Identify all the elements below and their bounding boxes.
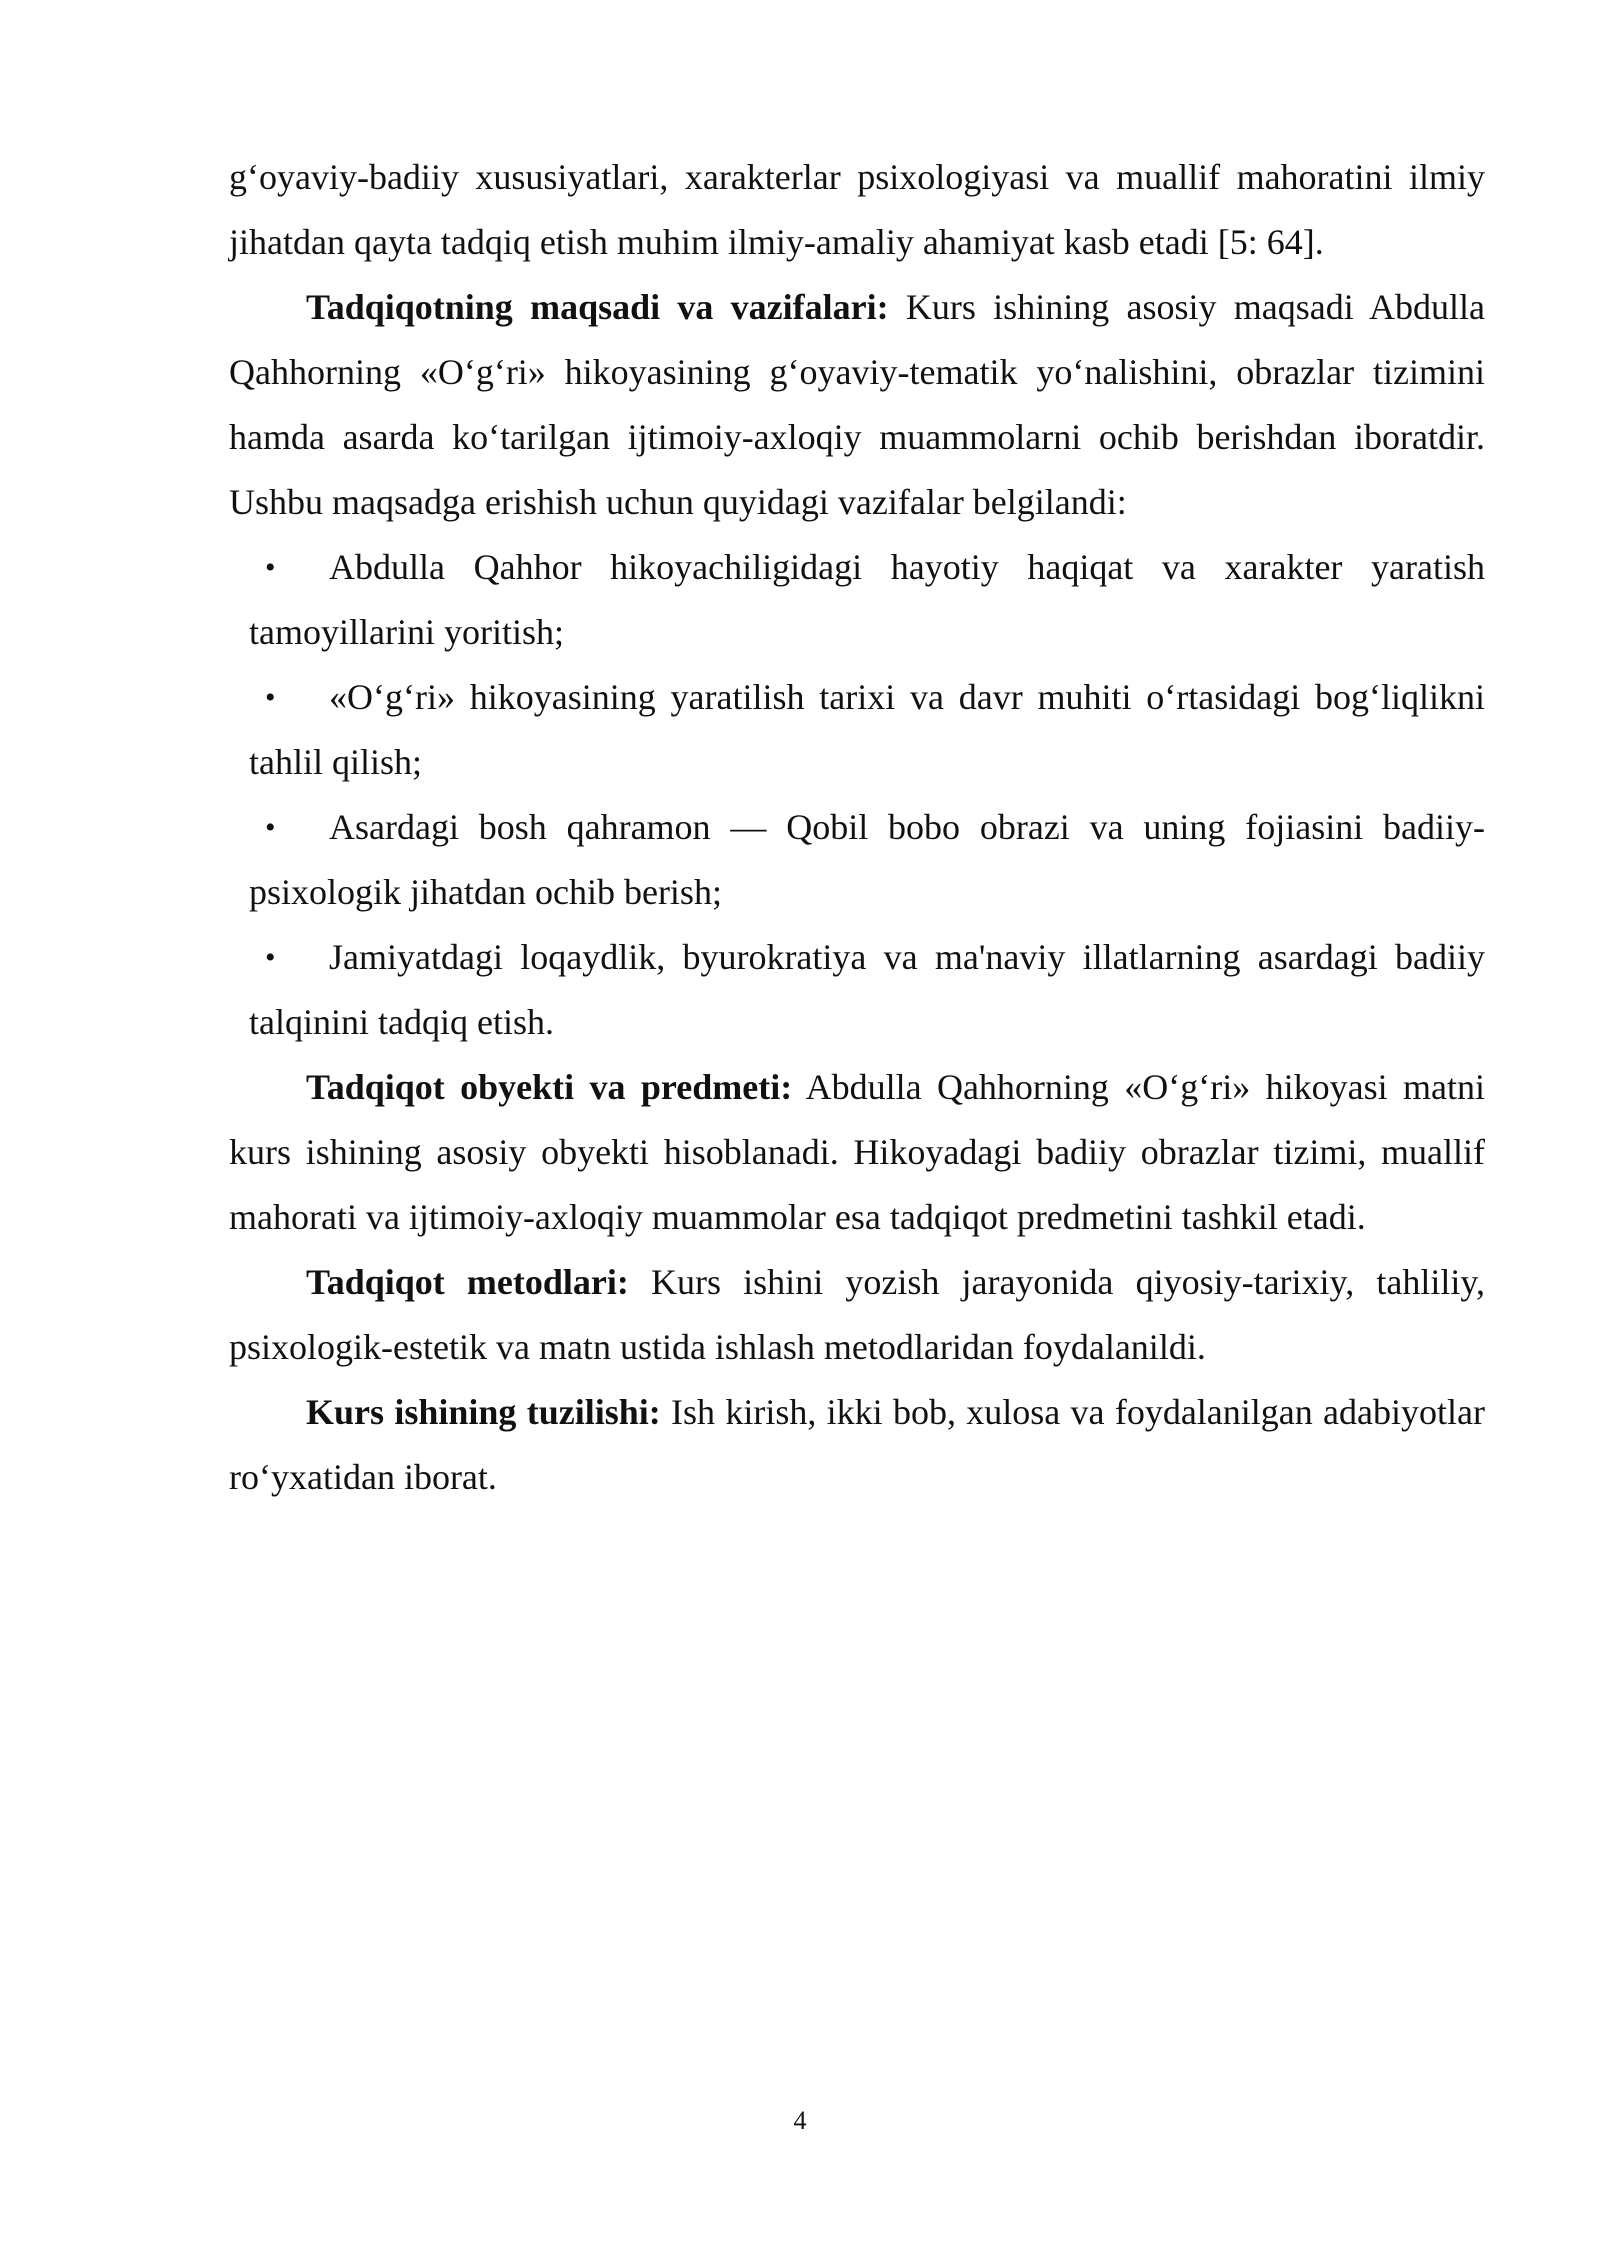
structure-paragraph xyxy=(229,1380,1485,1510)
aims-paragraph xyxy=(229,275,1485,535)
bullet-icon: • xyxy=(265,941,276,974)
aims-text: Kurs ishining asosiy maqsadi Abdulla Qahhorning «O‘g‘ri» hikoyasining g‘oyaviy-tematik yo‘nalishini, obrazlar tizimini hamda asarda ko‘tarilgan ijtimoiy-axloqiy muammolarni ochib berishdan iboratdir. Ushbu maqsadga erishish uchun quyidagi vazifalar belgilandi: xyxy=(229,287,1485,522)
list-item xyxy=(249,535,1485,665)
methods-paragraph xyxy=(229,1250,1485,1380)
page-number: 4 xyxy=(793,2106,807,2135)
list-item xyxy=(249,795,1485,925)
bullet-icon: • xyxy=(265,681,276,714)
methods-heading: Tadqiqot metodlari: xyxy=(306,1262,629,1302)
page-body xyxy=(229,145,1485,1510)
object-heading: Tadqiqot obyekti va predmeti: xyxy=(306,1067,793,1107)
object-paragraph xyxy=(229,1055,1485,1250)
opening-paragraph xyxy=(229,145,1485,275)
structure-text: Ish kirish, ikki bob, xulosa va foydalanilgan adabiyotlar ro‘yxatidan iborat. xyxy=(229,1392,1485,1497)
bullet-icon: • xyxy=(265,811,276,844)
tasks-list xyxy=(229,535,1485,1055)
list-item-text: Jamiyatdagi loqaydlik, byurokratiya va ma'naviy illatlarning asardagi badiiy talqinini tadqiq etish. xyxy=(249,937,1485,1042)
bullet-icon: • xyxy=(265,551,276,584)
list-item-text: Abdulla Qahhor hikoyachiligidagi hayotiy haqiqat va xarakter yaratish tamoyillarini yoritish; xyxy=(249,547,1485,652)
list-item-text: «O‘g‘ri» hikoyasining yaratilish tarixi va davr muhiti o‘rtasidagi bog‘liqlikni tahlil qilish; xyxy=(249,677,1485,782)
list-item xyxy=(249,665,1485,795)
methods-text: Kurs ishini yozish jarayonida qiyosiy-tarixiy, tahliliy, psixologik-estetik va matn ustida ishlash metodlaridan foydalanildi. xyxy=(229,1262,1486,1367)
structure-heading: Kurs ishining tuzilishi: xyxy=(306,1392,661,1432)
object-text: Abdulla Qahhorning «O‘g‘ri» hikoyasi matni kurs ishining asosiy obyekti hisoblanadi. Hikoyadagi badiiy obrazlar tizimi, muallif mahorati va ijtimoiy-axloqiy muammolar esa tadqiqot predmetini tashkil etadi. xyxy=(229,1067,1485,1237)
list-item xyxy=(249,925,1485,1055)
opening-paragraph-text: g‘oyaviy-badiiy xususiyatlari, xarakterlar psixologiyasi va muallif mahoratini ilmiy jihatdan qayta tadqiq etish muhim ilmiy-amaliy ahamiyat kasb etadi [5: 64]. xyxy=(229,157,1485,262)
aims-heading: Tadqiqotning maqsadi va vazifalari: xyxy=(306,287,889,327)
list-item-text: Asardagi bosh qahramon — Qobil bobo obrazi va uning fojiasini badiiy-psixologik jihatdan ochib berish; xyxy=(249,807,1485,912)
